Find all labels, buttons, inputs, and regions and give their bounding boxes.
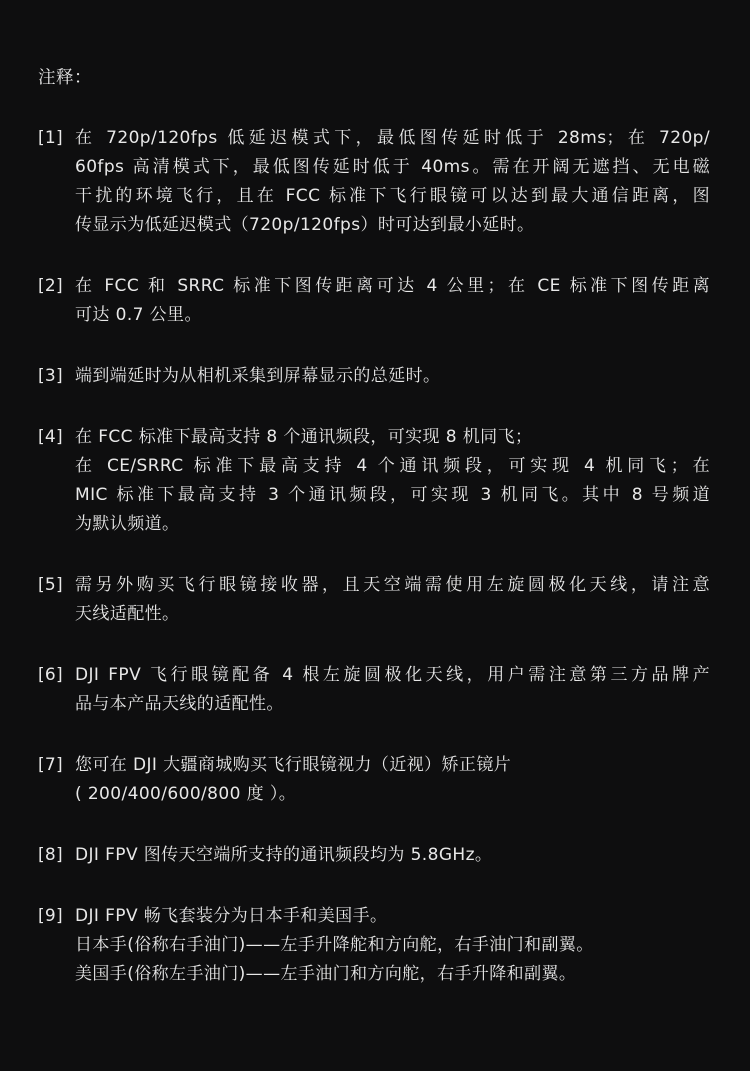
note-number: [5] <box>38 575 63 595</box>
note-line: 端到端延时为从相机采集到屏幕显示的总延时。 <box>75 366 441 386</box>
note-item <box>38 661 710 719</box>
note-line: 需另外购买飞行眼镜接收器，且天空端需使用左旋圆极化天线，请注意 <box>75 575 710 595</box>
note-line: 美国手(俗称左手油门)——左手油门和方向舵，右手升降和副翼。 <box>75 964 577 984</box>
note-number: [3] <box>38 366 63 386</box>
note-text <box>75 362 710 391</box>
note-text <box>75 751 710 809</box>
note-text <box>75 661 710 719</box>
note-text <box>75 124 710 240</box>
note-text <box>75 272 710 330</box>
note-line: ( 200/400/600/800 度 ）。 <box>75 784 297 804</box>
note-text <box>75 902 710 989</box>
note-number: [4] <box>38 427 63 447</box>
note-text <box>75 571 710 629</box>
note-text <box>75 423 710 539</box>
note-item <box>38 124 710 240</box>
note-item <box>38 423 710 539</box>
note-number: [8] <box>38 845 63 865</box>
note-item <box>38 902 710 989</box>
note-line: 60fps 高清模式下，最低图传延时低于 40ms。需在开阔无遮挡、无电磁 <box>75 157 710 177</box>
note-item <box>38 362 710 391</box>
note-number: [1] <box>38 128 63 148</box>
note-line: 天线适配性。 <box>75 604 180 624</box>
notes-list <box>38 124 710 989</box>
note-line: 为默认频道。 <box>75 514 180 534</box>
note-number: [2] <box>38 276 63 296</box>
note-item <box>38 571 710 629</box>
note-line: MIC 标准下最高支持 3 个通讯频段，可实现 3 机同飞。其中 8 号频道 <box>75 485 710 505</box>
note-line: 在 FCC 和 SRRC 标准下图传距离可达 4 公里；在 CE 标准下图传距离 <box>75 276 710 296</box>
note-line: DJI FPV 畅飞套装分为日本手和美国手。 <box>75 906 388 926</box>
note-line: 在 720p/120fps 低延迟模式下，最低图传延时低于 28ms；在 720p/ <box>75 128 710 148</box>
note-number: [6] <box>38 665 63 685</box>
note-item <box>38 841 710 870</box>
note-line: 在 CE/SRRC 标准下最高支持 4 个通讯频段，可实现 4 机同飞；在 <box>75 456 710 476</box>
note-line: 日本手(俗称右手油门)——左手升降舵和方向舵，右手油门和副翼。 <box>75 935 594 955</box>
note-number: [9] <box>38 906 63 926</box>
note-line: DJI FPV 飞行眼镜配备 4 根左旋圆极化天线，用户需注意第三方品牌产 <box>75 665 710 685</box>
note-item <box>38 751 710 809</box>
note-item <box>38 272 710 330</box>
note-text <box>75 841 710 870</box>
note-line: 在 FCC 标准下最高支持 8 个通讯频段，可实现 8 机同飞； <box>75 427 533 447</box>
notes-heading: 注释： <box>38 68 92 88</box>
note-line: DJI FPV 图传天空端所支持的通讯频段均为 5.8GHz。 <box>75 845 493 865</box>
note-line: 传显示为低延迟模式（720p/120fps）时可达到最小延时。 <box>75 215 535 235</box>
note-line: 干扰的环境飞行，且在 FCC 标准下飞行眼镜可以达到最大通信距离，图 <box>75 186 710 206</box>
note-line: 您可在 DJI 大疆商城购买飞行眼镜视力（近视）矫正镜片 <box>75 755 512 775</box>
note-number: [7] <box>38 755 63 775</box>
note-line: 品与本产品天线的适配性。 <box>75 694 284 714</box>
note-line: 可达 0.7 公里。 <box>75 305 202 325</box>
